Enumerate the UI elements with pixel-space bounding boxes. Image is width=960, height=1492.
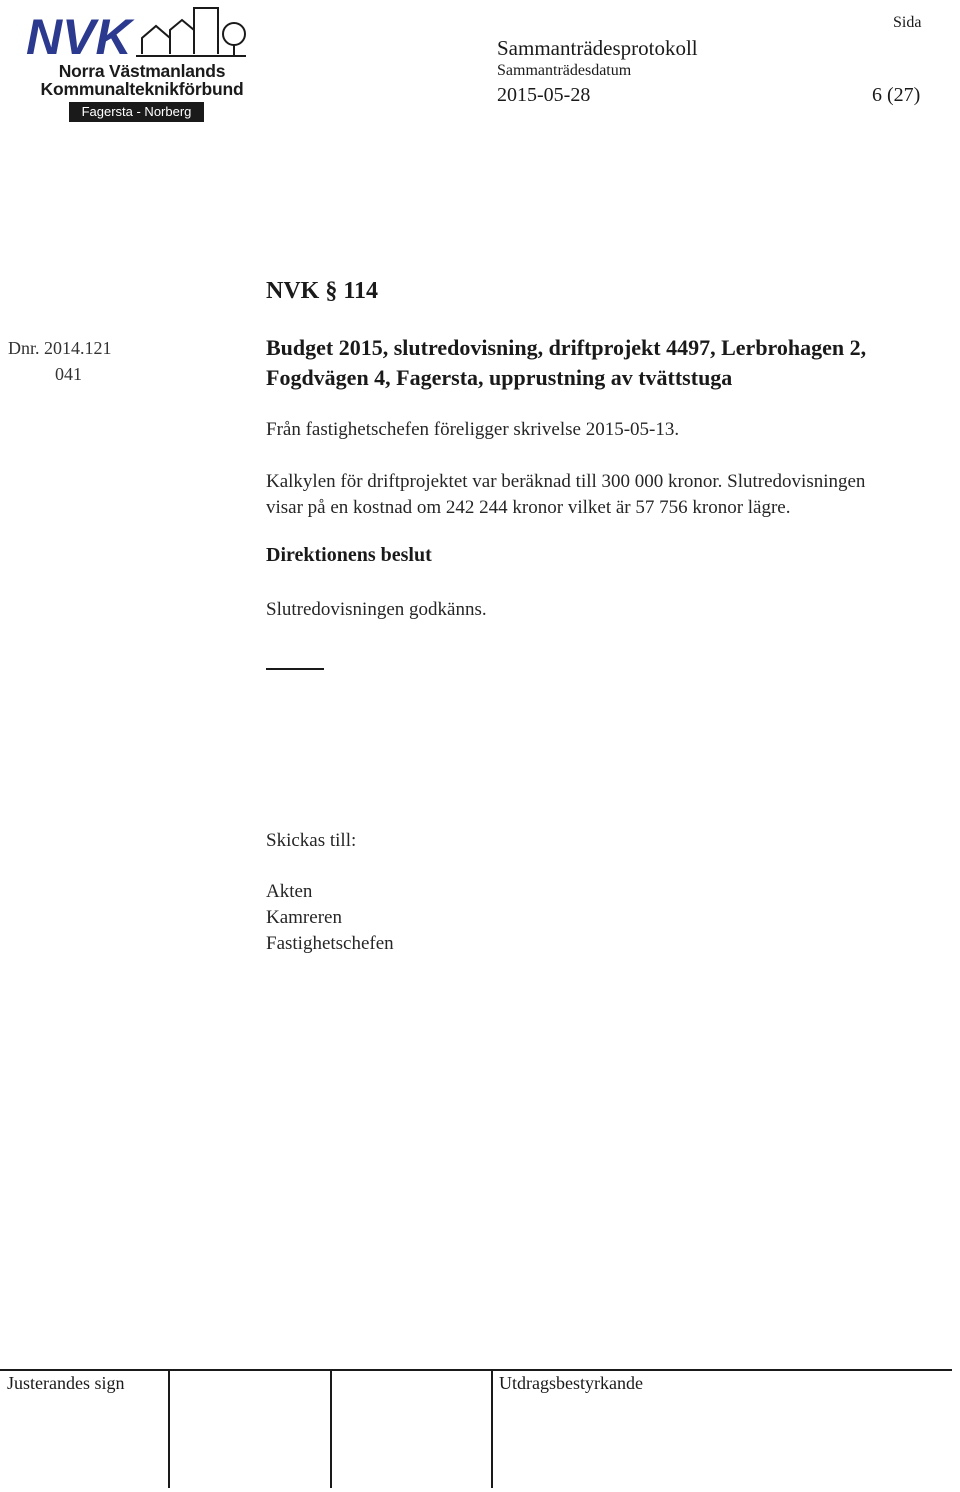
utdragsbestyrkande-label: Utdragsbestyrkande (499, 1373, 643, 1393)
nvk-logo (24, 2, 250, 124)
diary-code: 041 (55, 364, 82, 384)
decision-heading: Direktionens beslut (266, 544, 432, 566)
date-label: Sammanträdesdatum (497, 62, 632, 79)
page-label: Sida (893, 14, 922, 31)
section-number: NVK § 114 (266, 278, 379, 304)
recipient: Fastighetschefen (266, 933, 394, 954)
nvk-logo-mark-icon (24, 2, 250, 62)
recipient: Kamreren (266, 907, 342, 928)
footer-column-divider (330, 1370, 332, 1488)
page-number: 6 (27) (872, 84, 921, 106)
document-title: Sammanträdesprotokoll (497, 36, 698, 60)
body-paragraph-2-line1: Kalkylen för driftprojektet var beräknad till 300 000 kronor. Slutredovisningen (266, 471, 866, 492)
recipient: Akten (266, 881, 313, 902)
divider (266, 668, 324, 670)
footer-rule (0, 1369, 952, 1371)
send-to-label: Skickas till: (266, 830, 357, 851)
diary-number: Dnr. 2014.121 (8, 338, 112, 358)
logo-line2: Kommunalteknikförbund (40, 79, 244, 99)
meeting-date: 2015-05-28 (497, 84, 591, 106)
body-paragraph-1: Från fastighetschefen föreligger skrivelse 2015-05-13. (266, 419, 680, 440)
logo-line1: Norra Västmanlands (58, 61, 226, 81)
logo-mark-text: NVK (26, 9, 132, 62)
logo-bar: Fagersta - Norberg (69, 102, 204, 122)
footer-column-divider (168, 1370, 170, 1488)
footer-column-divider (491, 1370, 493, 1488)
body-paragraph-2-line2: visar på en kostnad om 242 244 kronor vilket är 57 756 kronor lägre. (266, 497, 791, 518)
case-title: Budget 2015, slutredovisning, driftprojekt 4497, Lerbrohagen 2, Fogdvägen 4, Fagersta, upprustning av tvättstuga (266, 335, 867, 390)
justerandes-sign-label: Justerandes sign (7, 1373, 125, 1393)
decision-text: Slutredovisningen godkänns. (266, 599, 487, 620)
